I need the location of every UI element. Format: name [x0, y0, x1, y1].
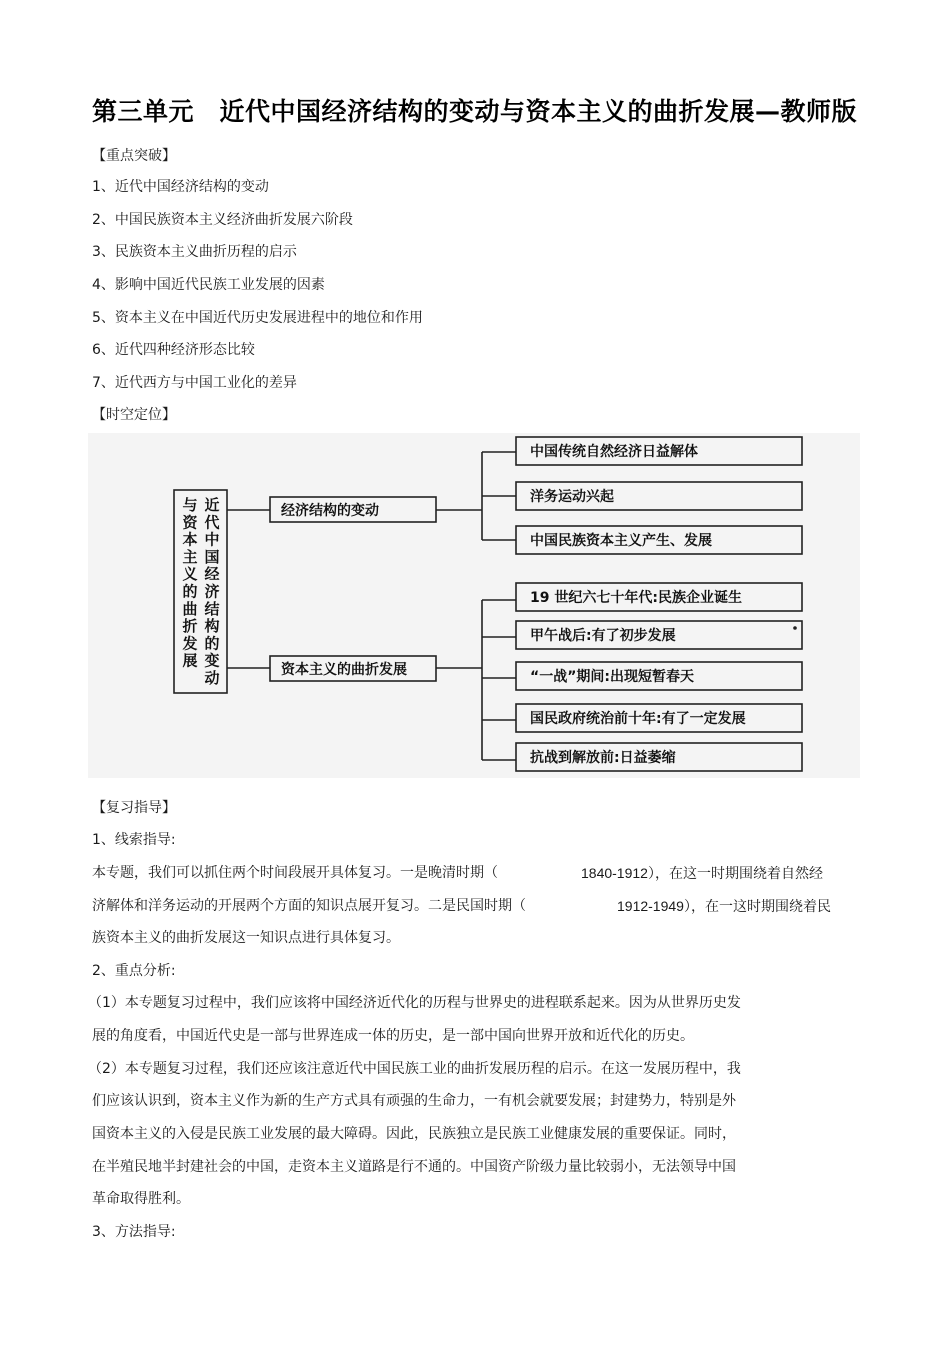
root-col-1-char: 变 [204, 651, 220, 670]
section-review-heading: 【复习指导】 [92, 800, 176, 816]
analysis-line: 展的角度看，中国近代史是一部与世界连成一体的历史，是一部中国向世界开放和近代化的历史。 [92, 1028, 694, 1044]
root-col-1-char: 动 [204, 669, 220, 687]
root-col-1-char: 结 [204, 599, 220, 618]
analysis-line: 们应该认识到，资本主义作为新的生产方式具有顽强的生命力，一有机会就要发展；封建势力，特别是外 [92, 1093, 736, 1109]
branch1-item-1: 中国传统自然经济日益解体 [530, 444, 698, 460]
analysis-line: （2）本专题复习过程，我们还应该注意近代中国民族工业的曲折发展历程的启示。在这一发展历程中，我 [88, 1061, 741, 1077]
root-col-1-char: 代 [204, 513, 220, 532]
list-item: 4、影响中国近代民族工业发展的因素 [92, 277, 325, 293]
speck-mark [793, 626, 797, 630]
root-col-2-char: 资 [182, 513, 198, 532]
root-col-1-char: 济 [204, 582, 220, 601]
root-col-1 [204, 496, 220, 687]
branch2-label: 资本主义的曲折发展 [281, 662, 407, 678]
list-item: 5、资本主义在中国近代历史发展进程中的地位和作用 [92, 310, 423, 326]
root-col-1-char: 经 [204, 565, 220, 584]
branch1-label: 经济结构的变动 [281, 503, 379, 519]
root-col-2 [181, 496, 198, 670]
root-col-2-char: 展 [182, 651, 198, 670]
branch1-item-2: 洋务运动兴起 [530, 489, 614, 505]
root-col-2-char: 的 [182, 582, 198, 601]
branch2-item-2: 甲午战后:有了初步发展 [530, 628, 676, 644]
list-item: 1、近代中国经济结构的变动 [92, 179, 269, 195]
clue-paragraph-line-3: 族资本主义的曲折发展这一知识点进行具体复习。 [92, 930, 400, 946]
root-col-1-char: 近 [204, 496, 220, 514]
root-col-2-char: 主 [182, 547, 198, 566]
analysis-line: 国资本主义的入侵是民族工业发展的最大障碍。因此，民族独立是民族工业健康发展的重要保证。同时， [92, 1126, 736, 1142]
section-key-heading: 【重点突破】 [92, 148, 176, 164]
clue-year-1: 1840-1912），在这一时期围绕着自然经 [581, 865, 823, 881]
list-item: 6、近代四种经济形态比较 [92, 342, 255, 358]
clue-paragraph-line-1: 本专题，我们可以抓住两个时间段展开具体复习。一是晚清时期（ [92, 865, 498, 881]
analysis-line: （1）本专题复习过程中，我们应该将中国经济近代化的历程与世界史的进程联系起来。因为从世界历史发 [88, 995, 741, 1011]
root-col-2-char: 义 [182, 565, 198, 584]
list-item: 2、中国民族资本主义经济曲折发展六阶段 [92, 212, 353, 228]
branch2-item-1: 19 世纪六七十年代:民族企业诞生 [530, 590, 742, 606]
root-col-1-char: 中 [204, 530, 220, 549]
branch2-item-4: 国民政府统治前十年:有了一定发展 [530, 711, 746, 727]
root-col-1-char: 构 [204, 617, 220, 636]
clue-year-2: 1912-1949），在一这时期围绕着民 [617, 898, 831, 914]
list-item: 7、近代西方与中国工业化的差异 [92, 375, 297, 391]
root-col-2-char: 本 [182, 530, 198, 549]
analysis-line: 革命取得胜利。 [92, 1191, 190, 1207]
page-title: 第三单元 近代中国经济结构的变动与资本主义的曲折发展—教师版 [92, 97, 858, 126]
section-time-heading: 【时空定位】 [92, 407, 176, 423]
branch2-item-3: “一战”期间:出现短暂春天 [530, 669, 695, 685]
root-col-1-char: 国 [204, 547, 220, 566]
branch2-item-5: 抗战到解放前:日益萎缩 [530, 750, 676, 766]
analysis-heading: 2、重点分析: [92, 963, 176, 979]
clue-heading: 1、线索指导: [92, 832, 176, 848]
root-col-2-char: 曲 [182, 599, 198, 618]
root-col-2-char: 发 [182, 634, 198, 653]
root-col-2-char: 折 [182, 617, 198, 636]
root-col-1-char: 的 [204, 634, 220, 653]
analysis-line: 在半殖民地半封建社会的中国，走资本主义道路是行不通的。中国资产阶级力量比较弱小，无法领导中国 [92, 1159, 736, 1175]
list-item: 3、民族资本主义曲折历程的启示 [92, 244, 297, 260]
method-heading: 3、方法指导: [92, 1224, 176, 1240]
branch1-item-3: 中国民族资本主义产生、发展 [530, 533, 712, 549]
root-col-2-char: 与 [182, 496, 198, 514]
clue-paragraph-line-2: 济解体和洋务运动的开展两个方面的知识点展开复习。二是民国时期（ [92, 898, 526, 914]
